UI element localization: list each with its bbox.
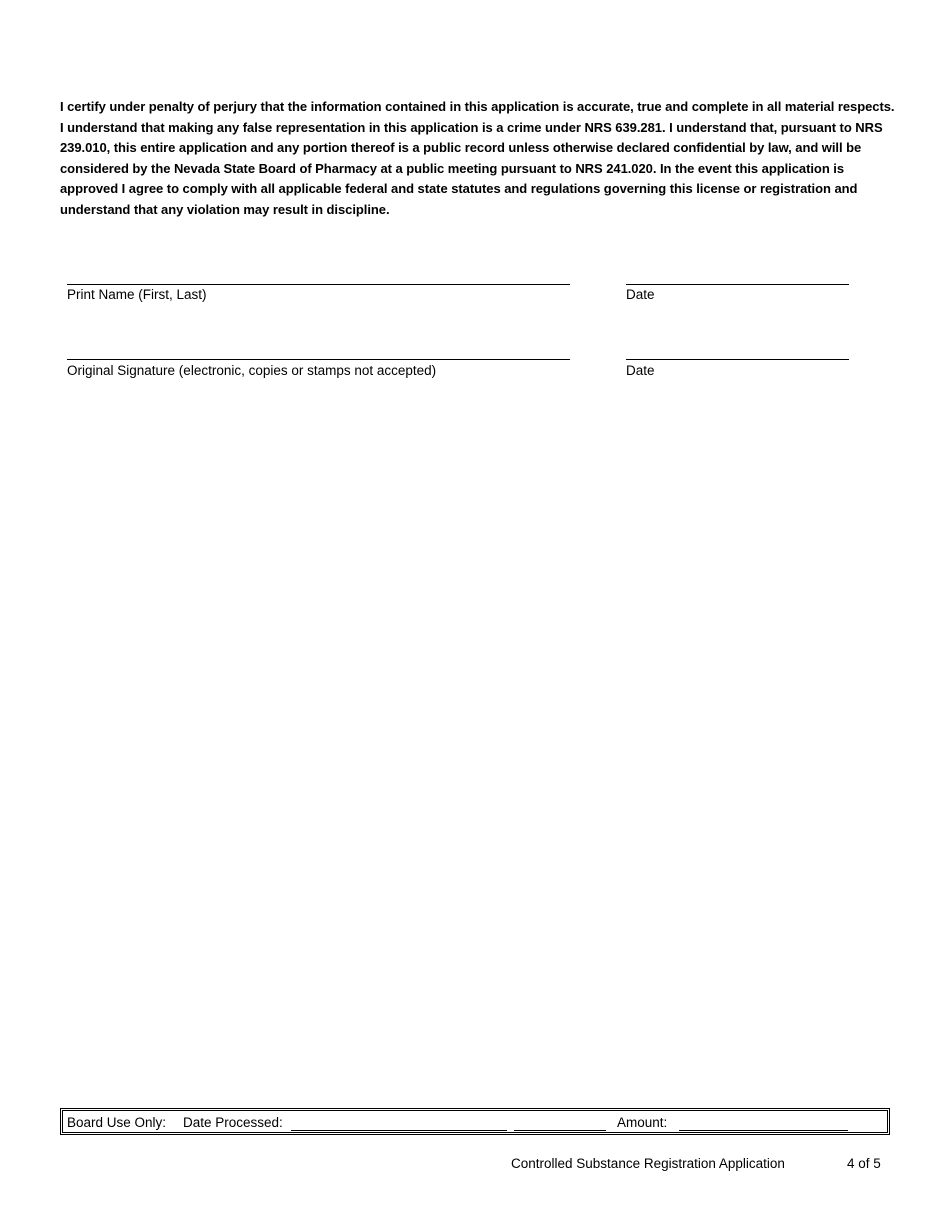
date-label-1: Date — [626, 287, 655, 302]
form-title: Controlled Substance Registration Application — [511, 1156, 785, 1171]
signature-line[interactable] — [67, 359, 570, 360]
signature-label: Original Signature (electronic, copies or stamps not accepted) — [67, 363, 437, 378]
date-label-2: Date — [626, 363, 655, 378]
amount-label: Amount: — [617, 1115, 668, 1130]
date-processed-line[interactable] — [291, 1130, 507, 1131]
date-line-2[interactable] — [626, 359, 849, 360]
board-use-only-box — [60, 1108, 890, 1135]
date-line-1[interactable] — [626, 284, 849, 285]
page-indicator: 4 of 5 — [847, 1156, 881, 1171]
date-processed-extra-line[interactable] — [514, 1130, 606, 1131]
board-use-only-label: Board Use Only: — [67, 1115, 167, 1130]
date-processed-label: Date Processed: — [183, 1115, 283, 1130]
print-name-line[interactable] — [67, 284, 570, 285]
amount-line[interactable] — [679, 1130, 848, 1131]
certification-statement: I certify under penalty of perjury that the information contained in this application is accurate, true and complete in all material respects. I understand that making any false representation in this application is a crime under NRS 639.281. I understand that, pursuant to NRS 239.010, this entire application and any portion thereof is a public record unless otherwise declared confidential by law, and will be considered by the Nevada State Board of Pharmacy at a public meeting pursuant to NRS 241.020. In the event this application is approved I agree to comply with all applicable federal and state statutes and regulations governing this license or registration and understand that any violation may result in discipline. — [60, 99, 895, 217]
print-name-label: Print Name (First, Last) — [67, 287, 207, 302]
